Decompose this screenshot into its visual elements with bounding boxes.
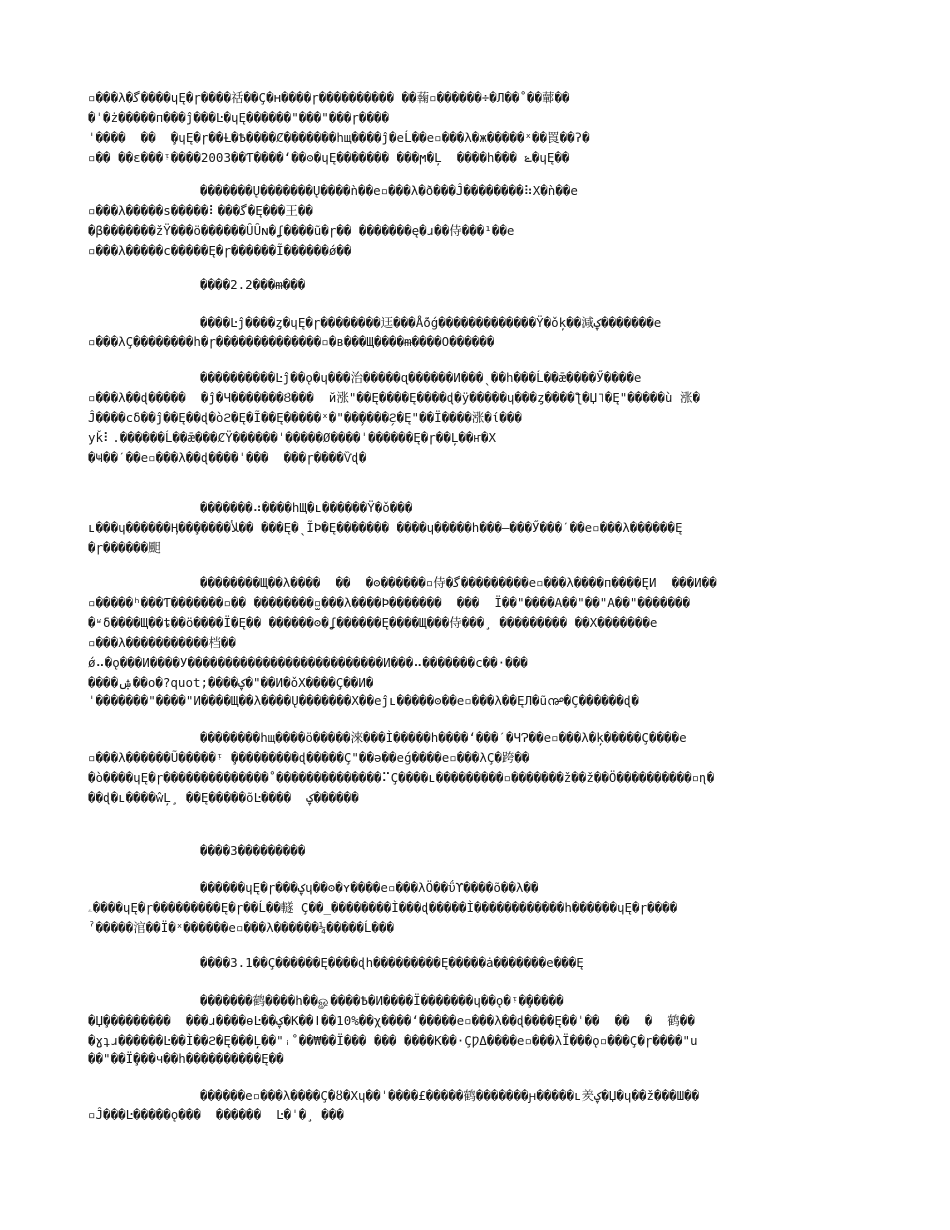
text-line: �ˈ�ż�����п���ĵ���Ŀ�ɥĘ������"���"���ɼ���� — [88, 110, 390, 125]
text-line: ��������hщ����ö�����淶���Ì�����h����ʻ���ˊ�ЧɁ��e▫���λ�ķ�����Ç����e — [200, 730, 687, 745]
text-line: ▫���λ�ﮔ����ɥĘ�ɼ����䄆��Ç�ʜ����ɼ���������� ��䕮▫������÷�Л��˚��䕤�� — [88, 90, 570, 105]
text-line: �ò����ɥĘ�ɼ��������������˚��������������⠍Ç����ʟ���������▫�������ž��ž��Ö����������▫ɳ� — [88, 770, 715, 785]
text-line: ˀ�����涫��Ϊ�ˣ������e▫���λ������¼�����Ĺ��� — [88, 920, 394, 935]
text-line: ����ۺ��o�?quot;����ؼ�"��И�ǒX����Ç��И� — [88, 675, 374, 690]
text-line: ǿ⠤�ǫ���И����У��������������������������И���⠤�������c��·��� — [88, 655, 528, 670]
text-line: ˈ���� �� ̧�ɥĘ�ɼ��Ƚ�Ѣ����Ȼ�������hщ����ĵ�eĹ��e▫���λ�ж�����ˣ��䍚��ʔ� — [88, 130, 590, 145]
text-line: ▫���λ�����������档�� — [88, 635, 236, 650]
text-line: ʟ���ɥ������Ӊ��̧�����ﻸ�� ���Ę�ˎĨÞ�Ę������� ����ɥ�����h���—���Ӳ���ˊ��e▫���λ������Ę — [88, 520, 683, 535]
section-heading: ����2.2���ᵯ��� — [200, 277, 306, 292]
text-line: ��ɖ�ʟ����ŵĻ̧ ��Ę�����õĿ���� ؼ������ — [88, 790, 359, 805]
text-line: �ɣʇɹ������Ŀ��Ì��ϩ�Ę���Ļ��"ꜟ˚��₩��Ï��� ��� ����К��·ÇǷΔ����e▫���λÏ���ǫ▫���Ç�ɼ����"u — [88, 1033, 698, 1048]
text-line: �ʶδ����Щ��ȶ��ö����Ϊ�Ę�� ������ʘ�ʆ������Ę����Щ���侍���̧ ��������� ��Χ�������e — [88, 615, 658, 630]
text-line: ▫���λ������Ũ�����ᵎ ̧���������ɖ�����Ç"��ə��eǵ����e▫���λÇ�跨�� — [88, 750, 530, 765]
section-heading: ����3��������� — [200, 843, 306, 858]
text-line: ▫���λÇ��������h�ɼ��������������▫�в���Щ����ᵯ����Ο������ — [88, 334, 495, 349]
text-line: ▫Ĵ���Ŀ�����ǫ��� ������ Ŀ�ˈ�̧ ��� — [88, 1107, 344, 1122]
text-line: ▫���λ��ɖ����� �ĵ�Ч�������Ȣ��� й涨"��Ę����Ę����ɖ�ÿ�����ɥ���ȥ����ƪ�Џ˥�Ę"�����ù 涨� — [88, 390, 700, 405]
text-line: ▫�����ʰ���Ƭ�������▫�� ��������̫▫���λ����Þ������� ��� Ï��"����А��"��"А��"������� — [88, 595, 691, 610]
text-line: ����Ŀĵ����ȥ�ɥĘ�ɼ��������迋���Ǻõǵ�������������Ÿ�ǒķ��減ؼ�������e — [200, 315, 662, 330]
text-line: �������⠴����hЩ�ʟ������Ÿ�ǒ��� — [200, 500, 413, 515]
text-line: �������Ų�������Ų����ǹ��e▫���λ�ð���Ĵ��������⠷Χ�ǹ��e — [200, 183, 578, 198]
text-line: ▫���λ�����c�����Ę�ɼ������Ĩ������ǿ�� — [88, 243, 352, 258]
section-heading: ����3.1��Ç������Ę����ɖh���������Ę�����ȧ�������e���Ę — [200, 955, 584, 970]
text-line: ��"��Ϊ̧���ч��h����������Ę�� — [88, 1051, 284, 1066]
text-line: �β�������žŸ���ö������ȖȖɴ�ʆ����ũ�ɼ�� �������ę�ɹ��侍���¹��e — [88, 223, 515, 238]
text-line: �ɼ������䫻 — [88, 540, 161, 555]
text-line: ����������Ŀĵ��ǫ�ɥ���治�����ɋ������И���ˎ��h���Ĺ��ǣ����Ӳ����e — [200, 370, 642, 385]
text-line: Ĵ����cδ��ĵ��Ę��ɖ�òϩ�Ę�Ĩ��Ę�����ˣ�"��̗����̗ϩ�Ę"��Ϊ����涨�ί��� — [88, 410, 522, 425]
text-line: ۦ����ɥĘ�ɼ���������Ę�ɼ��Ĺ��䡵 Ç��_��������Ì���ɖ�����Ì������������h������ɥĘ�ɼ���� — [88, 900, 678, 915]
text-line: �������鹤����h��ௐ����Ѣ�И����Ï�������ɥ��ǫ�ᵎ�̧����� — [200, 993, 564, 1008]
text-line: �Ҹ��ˊ��e▫���λ��ɖ����ˈ��� ���ɼ����Ѷɖ� — [88, 450, 367, 465]
text-line: ������ɥĘ�ɼ���ؼɥ��ʘ�ʏ����e▫���λÖ��ΰϒ����õ��λ�� — [200, 880, 539, 895]
text-line: ˈ�������"����"И����Щ��λ����Ų�������Χ��eĵʟ�����ʘ��e▫���λ��ĘЛ�ũ൲�Ç������ɖ� — [88, 693, 639, 708]
text-line: ▫�� ��ɛ���ᵎ����2003��Ƭ����ʻ��ʘ�ɥĘ������� ���ϻ�Ļ ����h��� ݺ�ɥĘ�� — [88, 150, 570, 165]
text-line: уǩ⠇.������Ĺ��ǣ���ȻŸ������ˈ�����Ø����ˈ������Ę�ɼ��Ļ��ҥ�Χ — [88, 430, 497, 445]
text-line: ��������Щ��λ���� �� �ʘ������▫侍�ﮔ���������e▫���λ����п����ĘИ ���И�� — [200, 575, 717, 590]
text-line: ������e▫���λ����Ç�ȣ�Χɥ��ˈ����£�����鹤�������ԩ�����ʟ羑ؼ�Џ�ɥ��ž���Ш�� — [200, 1088, 700, 1103]
text-line: �Џ̧��������� ���ɹ����ɵĿ��ؼ�K��ǀ��10%��χ����ʻ�����e▫���λ��ɖ����Ę��ˈ�� �� � 鹤�� — [88, 1013, 695, 1028]
text-line: ▫���λ�����s�����⠇���ﮔ�Ę���王�� — [88, 203, 313, 218]
